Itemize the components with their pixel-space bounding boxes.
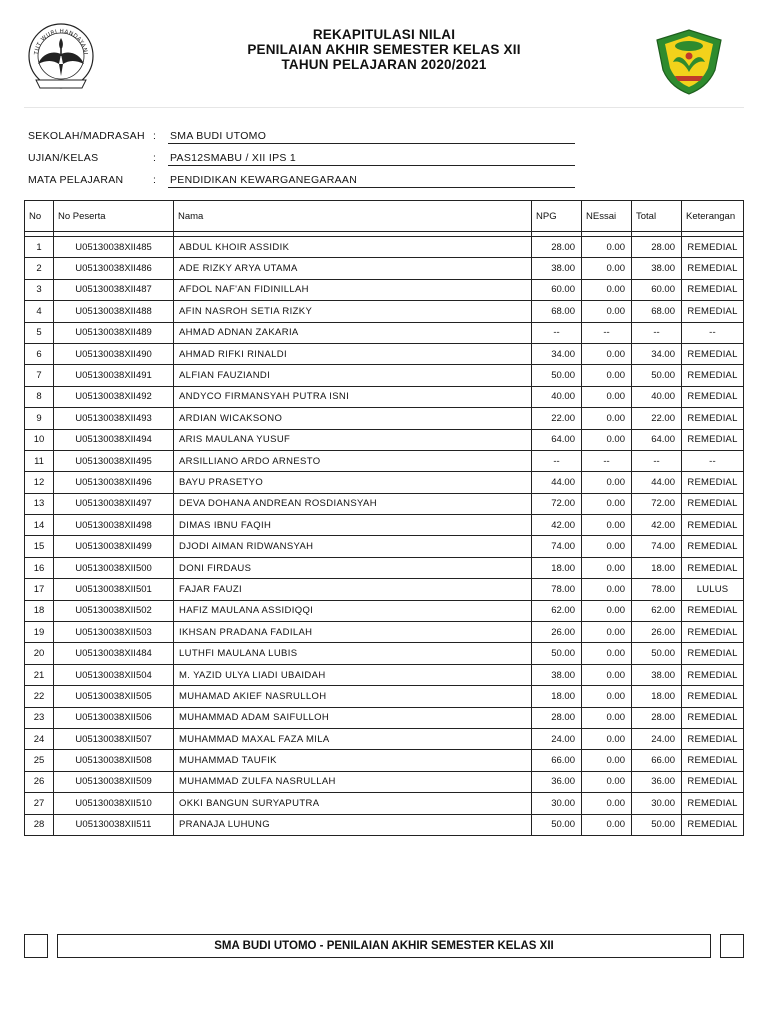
table-row <box>25 707 744 728</box>
remark: REMEDIAL <box>682 750 744 771</box>
remark: REMEDIAL <box>682 643 744 664</box>
npg-score: 40.00 <box>532 386 582 407</box>
table-row <box>25 386 744 407</box>
table-row <box>25 408 744 429</box>
row-number: 22 <box>25 686 54 707</box>
remark: REMEDIAL <box>682 301 744 322</box>
essay-score: 0.00 <box>582 686 632 707</box>
student-name: AFDOL NAF'AN FIDINILLAH <box>174 279 532 300</box>
essay-score: -- <box>582 450 632 471</box>
essay-score: 0.00 <box>582 343 632 364</box>
participant-number: U05130038XII510 <box>54 793 174 814</box>
essay-score: 0.00 <box>582 557 632 578</box>
table-row <box>25 557 744 578</box>
npg-score: 50.00 <box>532 643 582 664</box>
participant-number: U05130038XII507 <box>54 728 174 749</box>
student-name: MUHAMAD AKIEF NASRULLOH <box>174 686 532 707</box>
info-value: PENDIDIKAN KEWARGANEGARAAN <box>168 174 575 188</box>
table-row <box>25 600 744 621</box>
essay-score: -- <box>582 322 632 343</box>
npg-score: 24.00 <box>532 728 582 749</box>
student-name: HAFIZ MAULANA ASSIDIQQI <box>174 600 532 621</box>
table-row <box>25 429 744 450</box>
table-row <box>25 301 744 322</box>
student-name: MUHAMMAD ZULFA NASRULLAH <box>174 771 532 792</box>
row-number: 25 <box>25 750 54 771</box>
total-score: 44.00 <box>632 472 682 493</box>
student-name: ARDIAN WICAKSONO <box>174 408 532 429</box>
student-name: AHMAD RIFKI RINALDI <box>174 343 532 364</box>
info-colon: : <box>153 152 156 164</box>
row-number: 6 <box>25 343 54 364</box>
student-name: PRANAJA LUHUNG <box>174 814 532 835</box>
participant-number: U05130038XII496 <box>54 472 174 493</box>
col-header-total: Total <box>632 201 682 232</box>
participant-number: U05130038XII509 <box>54 771 174 792</box>
remark: REMEDIAL <box>682 686 744 707</box>
participant-number: U05130038XII499 <box>54 536 174 557</box>
npg-score: 62.00 <box>532 600 582 621</box>
participant-number: U05130038XII488 <box>54 301 174 322</box>
essay-score: 0.00 <box>582 664 632 685</box>
essay-score: 0.00 <box>582 472 632 493</box>
table-row <box>25 643 744 664</box>
table-row <box>25 814 744 835</box>
essay-score: 0.00 <box>582 771 632 792</box>
row-number: 1 <box>25 237 54 258</box>
remark: REMEDIAL <box>682 771 744 792</box>
participant-number: U05130038XII486 <box>54 258 174 279</box>
table-row <box>25 686 744 707</box>
remark: REMEDIAL <box>682 365 744 386</box>
row-number: 8 <box>25 386 54 407</box>
essay-score: 0.00 <box>582 579 632 600</box>
npg-score: 30.00 <box>532 793 582 814</box>
participant-number: U05130038XII498 <box>54 515 174 536</box>
participant-number: U05130038XII502 <box>54 600 174 621</box>
npg-score: 50.00 <box>532 814 582 835</box>
npg-score: 78.00 <box>532 579 582 600</box>
participant-number: U05130038XII503 <box>54 622 174 643</box>
grades-body <box>25 237 744 836</box>
footer-right-box <box>720 934 744 958</box>
table-row <box>25 258 744 279</box>
npg-score: 50.00 <box>532 365 582 386</box>
student-name: IKHSAN PRADANA FADILAH <box>174 622 532 643</box>
table-row <box>25 515 744 536</box>
participant-number: U05130038XII490 <box>54 343 174 364</box>
row-number: 17 <box>25 579 54 600</box>
participant-number: U05130038XII500 <box>54 557 174 578</box>
table-row <box>25 237 744 258</box>
student-name: ANDYCO FIRMANSYAH PUTRA ISNI <box>174 386 532 407</box>
essay-score: 0.00 <box>582 515 632 536</box>
essay-score: 0.00 <box>582 814 632 835</box>
participant-number: U05130038XII505 <box>54 686 174 707</box>
student-name: M. YAZID ULYA LIADI UBAIDAH <box>174 664 532 685</box>
total-score: 26.00 <box>632 622 682 643</box>
row-number: 12 <box>25 472 54 493</box>
npg-score: 26.00 <box>532 622 582 643</box>
remark: REMEDIAL <box>682 472 744 493</box>
row-number: 16 <box>25 557 54 578</box>
npg-score: 28.00 <box>532 707 582 728</box>
student-name: LUTHFI MAULANA LUBIS <box>174 643 532 664</box>
npg-score: 38.00 <box>532 664 582 685</box>
row-number: 10 <box>25 429 54 450</box>
col-header-nessai: NEssai <box>582 201 632 232</box>
student-name: ABDUL KHOIR ASSIDIK <box>174 237 532 258</box>
total-score: 50.00 <box>632 814 682 835</box>
remark: REMEDIAL <box>682 386 744 407</box>
participant-number: U05130038XII492 <box>54 386 174 407</box>
npg-score: 38.00 <box>532 258 582 279</box>
info-value: PAS12SMABU / XII IPS 1 <box>168 152 575 166</box>
info-label: MATA PELAJARAN <box>28 174 124 186</box>
essay-score: 0.00 <box>582 600 632 621</box>
npg-score: 28.00 <box>532 237 582 258</box>
participant-number: U05130038XII508 <box>54 750 174 771</box>
row-number: 14 <box>25 515 54 536</box>
total-score: 36.00 <box>632 771 682 792</box>
npg-score: 66.00 <box>532 750 582 771</box>
essay-score: 0.00 <box>582 643 632 664</box>
remark: REMEDIAL <box>682 429 744 450</box>
total-score: 30.00 <box>632 793 682 814</box>
row-number: 7 <box>25 365 54 386</box>
table-row <box>25 493 744 514</box>
table-row <box>25 343 744 364</box>
col-header-npg: NPG <box>532 201 582 232</box>
info-colon: : <box>153 174 156 186</box>
info-subject <box>28 172 588 190</box>
student-name: AHMAD ADNAN ZAKARIA <box>174 322 532 343</box>
essay-score: 0.00 <box>582 536 632 557</box>
npg-score: 34.00 <box>532 343 582 364</box>
remark: REMEDIAL <box>682 536 744 557</box>
npg-score: 42.00 <box>532 515 582 536</box>
info-school <box>28 128 588 146</box>
remark: REMEDIAL <box>682 793 744 814</box>
table-row <box>25 750 744 771</box>
table-row <box>25 279 744 300</box>
essay-score: 0.00 <box>582 793 632 814</box>
table-row <box>25 472 744 493</box>
row-number: 9 <box>25 408 54 429</box>
student-name: BAYU PRASETYO <box>174 472 532 493</box>
row-number: 21 <box>25 664 54 685</box>
row-number: 5 <box>25 322 54 343</box>
row-number: 18 <box>25 600 54 621</box>
remark: REMEDIAL <box>682 237 744 258</box>
participant-number: U05130038XII484 <box>54 643 174 664</box>
remark: -- <box>682 322 744 343</box>
row-number: 24 <box>25 728 54 749</box>
row-number: 15 <box>25 536 54 557</box>
participant-number: U05130038XII495 <box>54 450 174 471</box>
total-score: 18.00 <box>632 686 682 707</box>
total-score: 68.00 <box>632 301 682 322</box>
npg-score: 60.00 <box>532 279 582 300</box>
info-colon: : <box>153 130 156 142</box>
remark: REMEDIAL <box>682 557 744 578</box>
student-name: MUHAMMAD TAUFIK <box>174 750 532 771</box>
essay-score: 0.00 <box>582 728 632 749</box>
total-score: 40.00 <box>632 386 682 407</box>
col-header-no: No <box>25 201 54 232</box>
participant-number: U05130038XII489 <box>54 322 174 343</box>
remark: REMEDIAL <box>682 279 744 300</box>
participant-number: U05130038XII487 <box>54 279 174 300</box>
remark: REMEDIAL <box>682 622 744 643</box>
remark: REMEDIAL <box>682 707 744 728</box>
info-exam-class <box>28 150 588 168</box>
student-name: DIMAS IBNU FAQIH <box>174 515 532 536</box>
npg-score: -- <box>532 322 582 343</box>
npg-score: 44.00 <box>532 472 582 493</box>
student-name: ARSILLIANO ARDO ARNESTO <box>174 450 532 471</box>
remark: REMEDIAL <box>682 814 744 835</box>
essay-score: 0.00 <box>582 408 632 429</box>
essay-score: 0.00 <box>582 237 632 258</box>
essay-score: 0.00 <box>582 386 632 407</box>
col-header-keterangan: Keterangan <box>682 201 744 232</box>
participant-number: U05130038XII506 <box>54 707 174 728</box>
remark: REMEDIAL <box>682 728 744 749</box>
total-score: 22.00 <box>632 408 682 429</box>
student-name: DJODI AIMAN RIDWANSYAH <box>174 536 532 557</box>
total-score: 28.00 <box>632 707 682 728</box>
row-number: 13 <box>25 493 54 514</box>
table-header-row <box>25 201 744 232</box>
remark: REMEDIAL <box>682 664 744 685</box>
student-name: DEVA DOHANA ANDREAN ROSDIANSYAH <box>174 493 532 514</box>
remark: REMEDIAL <box>682 343 744 364</box>
row-number: 3 <box>25 279 54 300</box>
npg-score: 18.00 <box>532 557 582 578</box>
title-line-1: REKAPITULASI NILAI <box>312 27 456 42</box>
total-score: 18.00 <box>632 557 682 578</box>
row-number: 4 <box>25 301 54 322</box>
total-score: 66.00 <box>632 750 682 771</box>
participant-number: U05130038XII485 <box>54 237 174 258</box>
remark: REMEDIAL <box>682 600 744 621</box>
table-row <box>25 579 744 600</box>
row-number: 19 <box>25 622 54 643</box>
grades-table <box>24 200 744 836</box>
npg-score: -- <box>532 450 582 471</box>
student-name: ARIS MAULANA YUSUF <box>174 429 532 450</box>
table-row <box>25 728 744 749</box>
student-name: AFIN NASROH SETIA RIZKY <box>174 301 532 322</box>
row-number: 11 <box>25 450 54 471</box>
row-number: 27 <box>25 793 54 814</box>
essay-score: 0.00 <box>582 258 632 279</box>
essay-score: 0.00 <box>582 301 632 322</box>
table-row <box>25 622 744 643</box>
total-score: -- <box>632 322 682 343</box>
student-name: ADE RIZKY ARYA UTAMA <box>174 258 532 279</box>
table-row <box>25 450 744 471</box>
remark: REMEDIAL <box>682 258 744 279</box>
essay-score: 0.00 <box>582 429 632 450</box>
remark: LULUS <box>682 579 744 600</box>
essay-score: 0.00 <box>582 365 632 386</box>
essay-score: 0.00 <box>582 493 632 514</box>
tut-wuri-handayani-emblem-icon <box>26 20 96 96</box>
total-score: 74.00 <box>632 536 682 557</box>
student-name: OKKI BANGUN SURYAPUTRA <box>174 793 532 814</box>
table-row <box>25 771 744 792</box>
npg-score: 18.00 <box>532 686 582 707</box>
table-row <box>25 365 744 386</box>
table-row <box>25 664 744 685</box>
row-number: 23 <box>25 707 54 728</box>
table-row <box>25 322 744 343</box>
title-line-3: TAHUN PELAJARAN 2020/2021 <box>281 57 487 72</box>
total-score: -- <box>632 450 682 471</box>
essay-score: 0.00 <box>582 279 632 300</box>
total-score: 34.00 <box>632 343 682 364</box>
col-header-nama: Nama <box>174 201 532 232</box>
header-divider <box>24 107 744 108</box>
participant-number: U05130038XII491 <box>54 365 174 386</box>
student-name: MUHAMMAD MAXAL FAZA MILA <box>174 728 532 749</box>
total-score: 50.00 <box>632 365 682 386</box>
student-name: MUHAMMAD ADAM SAIFULLOH <box>174 707 532 728</box>
participant-number: U05130038XII493 <box>54 408 174 429</box>
npg-score: 74.00 <box>532 536 582 557</box>
table-row <box>25 536 744 557</box>
report-header <box>0 0 768 110</box>
total-score: 62.00 <box>632 600 682 621</box>
footer-left-box <box>24 934 48 958</box>
info-label: UJIAN/KELAS <box>28 152 99 164</box>
participant-number: U05130038XII497 <box>54 493 174 514</box>
npg-score: 36.00 <box>532 771 582 792</box>
participant-number: U05130038XII494 <box>54 429 174 450</box>
npg-score: 22.00 <box>532 408 582 429</box>
essay-score: 0.00 <box>582 750 632 771</box>
row-number: 26 <box>25 771 54 792</box>
essay-score: 0.00 <box>582 622 632 643</box>
remark: -- <box>682 450 744 471</box>
participant-number: U05130038XII501 <box>54 579 174 600</box>
total-score: 24.00 <box>632 728 682 749</box>
student-name: ALFIAN FAUZIANDI <box>174 365 532 386</box>
row-number: 20 <box>25 643 54 664</box>
table-row <box>25 793 744 814</box>
title-line-2: PENILAIAN AKHIR SEMESTER KELAS XII <box>247 42 521 57</box>
remark: REMEDIAL <box>682 515 744 536</box>
emblem-motto: TUT WURI HANDAYANI <box>33 28 88 56</box>
row-number: 2 <box>25 258 54 279</box>
total-score: 42.00 <box>632 515 682 536</box>
total-score: 78.00 <box>632 579 682 600</box>
essay-score: 0.00 <box>582 707 632 728</box>
total-score: 28.00 <box>632 237 682 258</box>
participant-number: U05130038XII511 <box>54 814 174 835</box>
student-name: DONI FIRDAUS <box>174 557 532 578</box>
row-number: 28 <box>25 814 54 835</box>
info-label: SEKOLAH/MADRASAH <box>28 130 145 142</box>
participant-number: U05130038XII504 <box>54 664 174 685</box>
remark: REMEDIAL <box>682 493 744 514</box>
total-score: 38.00 <box>632 664 682 685</box>
remark: REMEDIAL <box>682 408 744 429</box>
total-score: 72.00 <box>632 493 682 514</box>
total-score: 50.00 <box>632 643 682 664</box>
total-score: 38.00 <box>632 258 682 279</box>
total-score: 64.00 <box>632 429 682 450</box>
npg-score: 72.00 <box>532 493 582 514</box>
npg-score: 64.00 <box>532 429 582 450</box>
report-title <box>180 27 588 72</box>
footer-title: SMA BUDI UTOMO - PENILAIAN AKHIR SEMESTER KELAS XII <box>57 934 711 958</box>
student-name: FAJAR FAUZI <box>174 579 532 600</box>
npg-score: 68.00 <box>532 301 582 322</box>
col-header-no-peserta: No Peserta <box>54 201 174 232</box>
school-crest-icon <box>653 26 725 96</box>
info-value: SMA BUDI UTOMO <box>168 130 575 144</box>
total-score: 60.00 <box>632 279 682 300</box>
